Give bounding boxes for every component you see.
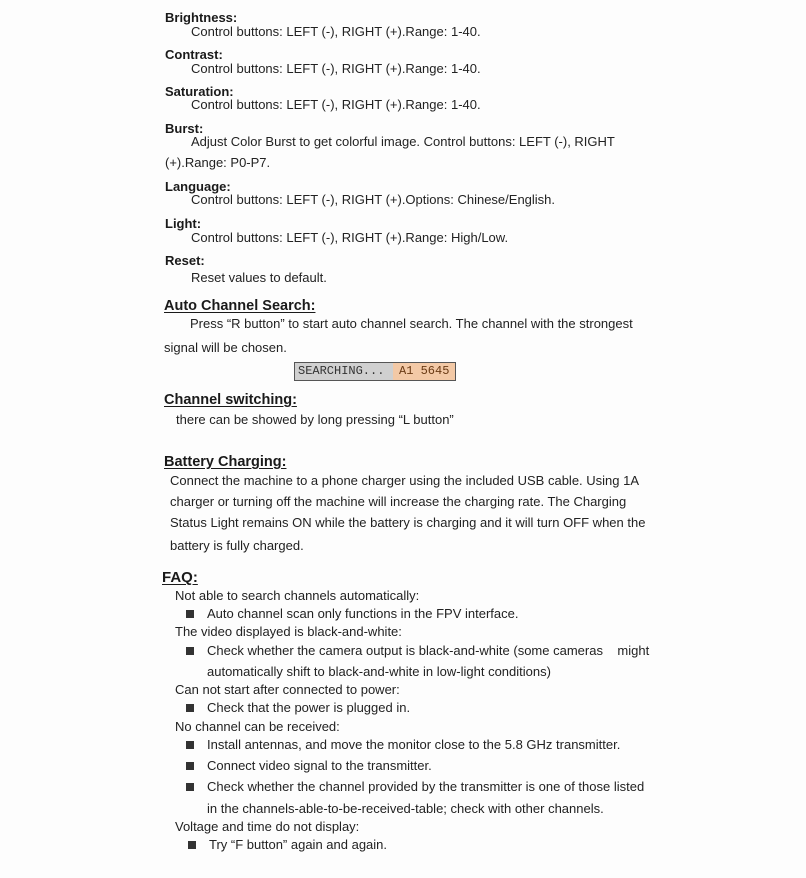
bullet-icon — [188, 841, 196, 849]
battery-heading: Battery Charging: — [164, 454, 287, 470]
battery-text-line: Status Light remains ON while the battery is charging and it will turn OFF when the — [170, 515, 646, 530]
faq-question: Voltage and time do not display: — [175, 819, 360, 834]
bullet-icon — [186, 610, 194, 618]
faq-question: The video displayed is black-and-white: — [175, 624, 402, 639]
bullet-icon — [186, 762, 194, 770]
faq-question: No channel can be received: — [175, 719, 340, 734]
bullet-icon — [186, 741, 194, 749]
brightness-desc: Control buttons: LEFT (-), RIGHT (+).Range: 1-40. — [191, 24, 481, 39]
saturation-label: Saturation: — [165, 84, 234, 99]
bullet-icon — [186, 704, 194, 712]
light-label: Light: — [165, 216, 202, 231]
faq-answer: Check whether the camera output is black-and-white (some cameras might — [207, 643, 650, 658]
auto-search-text: Press “R button” to start auto channel search. The channel with the strongest — [190, 316, 633, 331]
faq-question: Can not start after connected to power: — [175, 682, 400, 697]
faq-answer: Connect video signal to the transmitter. — [207, 758, 432, 773]
channel-switching-text: there can be showed by long pressing “L button” — [176, 412, 454, 427]
faq-answer-cont: in the channels-able-to-be-received-table; check with other channels. — [207, 801, 604, 816]
faq-answer: Auto channel scan only functions in the FPV interface. — [207, 606, 519, 621]
saturation-desc: Control buttons: LEFT (-), RIGHT (+).Range: 1-40. — [191, 97, 481, 112]
burst-desc-cont: (+).Range: P0-P7. — [165, 155, 271, 170]
faq-answer: Check whether the channel provided by the transmitter is one of those listed — [207, 779, 645, 794]
osd-status: SEARCHING... — [295, 363, 393, 380]
faq-answer-cont: automatically shift to black-and-white in low-light conditions) — [207, 664, 551, 679]
auto-search-heading: Auto Channel Search: — [164, 298, 316, 314]
auto-search-text-cont: signal will be chosen. — [164, 340, 287, 355]
brightness-label: Brightness: — [165, 10, 238, 25]
searching-osd-display — [294, 362, 456, 381]
burst-desc: Adjust Color Burst to get colorful image. Control buttons: LEFT (-), RIGHT — [191, 134, 615, 149]
battery-text-line: charger or turning off the machine will increase the charging rate. The Charging — [170, 494, 627, 509]
language-label: Language: — [165, 179, 231, 194]
faq-answer: Install antennas, and move the monitor close to the 5.8 GHz transmitter. — [207, 737, 621, 752]
contrast-desc: Control buttons: LEFT (-), RIGHT (+).Range: 1-40. — [191, 61, 481, 76]
bullet-icon — [186, 647, 194, 655]
light-desc: Control buttons: LEFT (-), RIGHT (+).Range: High/Low. — [191, 230, 509, 245]
reset-label: Reset: — [165, 253, 205, 268]
bullet-icon — [186, 783, 194, 791]
osd-channel: A1 5645 — [393, 363, 455, 380]
reset-desc: Reset values to default. — [191, 270, 327, 285]
faq-heading: FAQ: — [162, 569, 198, 586]
faq-question: Not able to search channels automatically: — [175, 588, 420, 603]
language-desc: Control buttons: LEFT (-), RIGHT (+).Options: Chinese/English. — [191, 192, 556, 207]
battery-text-line: Connect the machine to a phone charger using the included USB cable. Using 1A — [170, 473, 640, 488]
contrast-label: Contrast: — [165, 47, 223, 62]
faq-answer: Check that the power is plugged in. — [207, 700, 411, 715]
faq-answer: Try “F button” again and again. — [209, 837, 388, 852]
burst-label: Burst: — [165, 121, 204, 136]
battery-text-line: battery is fully charged. — [170, 538, 304, 553]
channel-switching-heading: Channel switching: — [164, 392, 297, 408]
